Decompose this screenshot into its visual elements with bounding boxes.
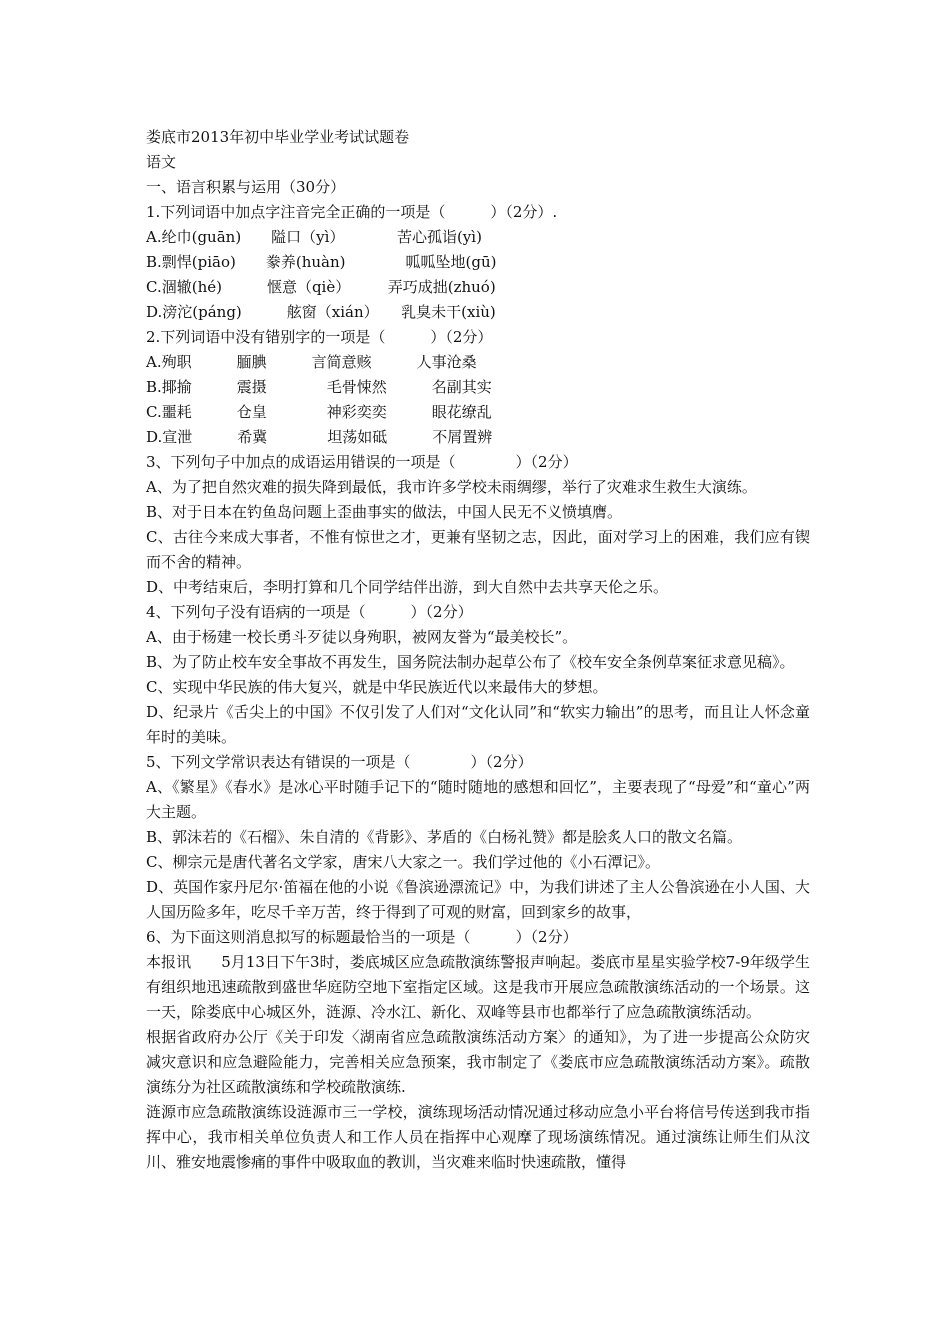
news-paragraph-3: 涟源市应急疏散演练设涟源市三一学校，演练现场活动情况通过移动应急小平台将信号传送到我市指挥中心，我市相关单位负责人和工作人员在指挥中心观摩了现场演练情况。通过演练让师生们从汶川、雅安地震惨痛的事件中吸取血的教训，当灾难来临时快速疏散，懂得 [146,1103,810,1171]
question-1-option-d: D.滂沱(páng) 舷窗（xián） 乳臭未干(xiù) [146,303,496,321]
section-heading: 一、语言积累与运用（30分） [146,178,346,196]
exam-title: 娄底市2013年初中毕业学业考试试题卷 [146,128,410,146]
question-2-option-a: A.殉职 腼腆 言简意赅 人事沧桑 [146,353,477,371]
question-4-option-d: D、纪录片《舌尖上的中国》不仅引发了人们对“文化认同”和“软实力输出”的思考，而且让人怀念童年时的美味。 [146,703,810,746]
exam-subject: 语文 [146,153,177,171]
exam-content [146,125,810,1175]
question-3-option-a: A、为了把自然灾难的损失降到最低，我市许多学校未雨绸缪，举行了灾难求生救生大演练。 [146,478,757,496]
question-2-option-d: D.宣泄 希冀 坦荡如砥 不屑置辨 [146,428,493,446]
news-paragraph-1: 本报讯 5月13日下午3时，娄底城区应急疏散演练警报声响起。娄底市星星实验学校7-9年级学生有组织地迅速疏散到盛世华庭防空地下室指定区域。这是我市开展应急疏散演练活动的一个场景。这一天，除娄底中心城区外，涟源、冷水江、新化、双峰等县市也都举行了应急疏散演练活动。 [146,953,810,1021]
question-6-stem: 6、为下面这则消息拟写的标题最恰当的一项是（ ）（2分） [146,928,578,946]
question-4-option-c: C、实现中华民族的伟大复兴，就是中华民族近代以来最伟大的梦想。 [146,678,608,696]
question-2-option-c: C.噩耗 仓皇 神彩奕奕 眼花缭乱 [146,403,492,421]
question-2-stem: 2.下列词语中没有错别字的一项是（ ）（2分） [146,328,493,346]
news-paragraph-2: 根据省政府办公厅《关于印发〈湖南省应急疏散演练活动方案〉的通知》，为了进一步提高公众防灾减灾意识和应急避险能力，完善相关应急预案，我市制定了《娄底市应急疏散演练活动方案》。疏散演练分为社区疏散演练和学校疏散演练. [146,1028,810,1096]
question-4-option-b: B、为了防止校车安全事故不再发生，国务院法制办起草公布了《校车安全条例草案征求意见稿》。 [146,653,795,671]
question-4-option-a: A、由于杨建一校长勇斗歹徒以身殉职，被网友誉为“最美校长”。 [146,628,578,646]
question-3-stem: 3、下列句子中加点的成语运用错误的一项是（ ）（2分） [146,453,578,471]
question-1-option-b: B.剽悍(piāo) 豢养(huàn) 呱呱坠地(gū) [146,253,497,271]
question-1-stem: 1.下列词语中加点字注音完全正确的一项是（ ）（2分）. [146,203,558,221]
question-5-option-b: B、郭沫若的《石榴》、朱自清的《背影》、茅盾的《白杨礼赞》都是脍炙人口的散文名篇。 [146,828,743,846]
question-1-option-a: A.纶巾(guān) 隘口（yì） 苦心孤诣(yì) [146,228,482,246]
question-5-option-d: D、英国作家丹尼尔·笛福在他的小说《鲁滨逊漂流记》中，为我们讲述了主人公鲁滨逊在小人国、大人国历险多年，吃尽千辛万苦，终于得到了可观的财富，回到家乡的故事， [146,878,810,921]
question-2-option-b: B.揶揄 震摄 毛骨悚然 名副其实 [146,378,492,396]
question-3-option-c: C、古往今来成大事者，不惟有惊世之才，更兼有坚韧之志，因此，面对学习上的困难，我们应有锲而不舍的精神。 [146,528,810,571]
question-5-stem: 5、下列文学常识表达有错误的一项是（ ）（2分） [146,753,533,771]
question-4-stem: 4、下列句子没有语病的一项是（ ）（2分） [146,603,473,621]
question-5-option-a: A、《繁星》《春水》是冰心平时随手记下的“随时随地的感想和回忆”，主要表现了“母爱”和“童心”两大主题。 [146,778,810,821]
question-5-option-c: C、柳宗元是唐代著名文学家，唐宋八大家之一。我们学过他的《小石潭记》。 [146,853,660,871]
question-3-option-b: B、对于日本在钓鱼岛问题上歪曲事实的做法，中国人民无不义愤填膺。 [146,503,623,521]
question-1-option-c: C.涸辙(hé) 惬意（qiè） 弄巧成拙(zhuó) [146,278,496,296]
question-3-option-d: D、中考结束后，李明打算和几个同学结伴出游，到大自然中去共享天伦之乐。 [146,578,669,596]
